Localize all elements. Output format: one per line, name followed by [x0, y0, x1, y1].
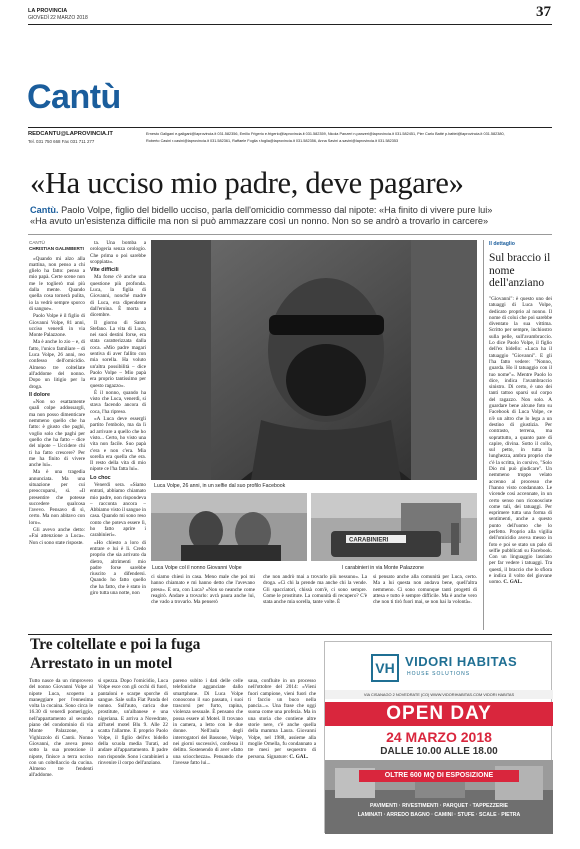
- section-rule: [28, 127, 552, 128]
- paragraph: «Non so esattamente quali colpe addossargli, ma non posso dimenticare nemmeno quello che ha fatto: è giusto che paghi, voglio solo che paghi per quello che ha fatto – dice del nipote – Uccidere chi ti ha fatto crescere? Per me ha finito di vivere anche lui».: [29, 399, 85, 469]
- redazione-phones: Tel. 031 750 668 Fax 031 711 277: [28, 139, 95, 144]
- photo-selfie-caption: Luca Volpe, 26 anni, in un selfie dal suo profilo Facebook: [154, 483, 286, 489]
- paragraph: «A Luca deve essergli partito l'embolo, ma da lì ad arrivare a quello che ho visto... Certo, ho visto una vita non facile. Suo papà c'era e non c'era. Mia sorella era quella che era. Il resto della vita di mio nipote ce l'ha fatta lui».: [90, 416, 146, 473]
- subheading-lo-choc: Lo choc: [90, 474, 111, 481]
- photo-grandfather: [151, 493, 307, 561]
- paragraph: È il nonno, quando ha visto che Luca, venerdì, si stava facendo ancora di coca, l'ha ripreso.: [90, 389, 146, 415]
- byline: CHRISTIAN GALIMBERTI: [29, 246, 84, 252]
- second-column-1: Tutto nasce da un rimprovero del nonno Giovanni Volpe al nipote Luca, scoperto a maneggiare per l'ennesima volta la cocaina. Sono circa le 16.30 di venerdì pomeriggio, nell'appartamento al secondo piano del condominio di via Monte Palazzone, a Vighizzolo di Cantù. Nonno Giovanni, che aveva preso sotto la sua protezione il nipote, finisce a terra ucciso con un coltellaccio da cucina. Almeno tre fendenti all'addome.: [29, 678, 93, 779]
- second-headline-1: Tre coltellate e poi la fuga: [30, 636, 201, 653]
- paragraph: Gli avevo anche detto: «Fai attenzione a Luca». Non ci sono state risposte.: [29, 527, 85, 546]
- summary-line-2: «Ha avuto un'esistenza difficile ma non si può ammazzare così un nonno. Non so se andrò a trovarlo in carcere»: [30, 216, 489, 226]
- article-column-2: [90, 240, 146, 597]
- second-signature: C. GAL.: [289, 753, 309, 760]
- second-column-2: si spezza. Dopo l'omicidio, Luca Volpe esce con gli occhi di fuori, pantaloni e scarpe sporche di sangue. Sale sulla Fiat Panda del nonno. Sull'auto, carica due prostitute, un'albanese e una nigeriana. E arriva a Novedrate, all'hotel motel Blu 9. Alle 22 scatta l'allarme. E proprio Paolo Volpe, il figlio dell'ex bidello della scuola media Turati, ad andare all'appartamento. Il padre non risponde. Sono i carabinieri a rinvenire il corpo dell'anziano.: [98, 678, 169, 766]
- ad-vidori-habitas[interactable]: [324, 641, 552, 833]
- story-separator: [28, 634, 552, 635]
- ad-event-hours: DALLE 10.00 ALLE 18.00: [380, 746, 498, 757]
- section-title: Cantù: [27, 78, 121, 116]
- second-column-4: [248, 678, 316, 828]
- summary-text-1: Paolo Volpe, figlio del bidello ucciso, parla dell'omicidio commesso dal nipote: «Ha finito di vivere pure lui»: [61, 205, 493, 215]
- second-headline-2: Arrestato in un motel: [30, 655, 173, 672]
- ad-brand-name: VIDORI HABITAS: [405, 654, 518, 669]
- masthead-rule: [28, 24, 552, 25]
- sidebar-divider: [483, 240, 484, 630]
- summary-rule: [28, 234, 552, 235]
- ad-logo-mark: VH: [371, 654, 399, 682]
- paper-name: LA PROVINCIA: [28, 8, 68, 14]
- paragraph: Paolo Volpe è il figlio di Giovanni Volpe, 81 anni, ucciso venerdì in via Monte Palazzone.: [29, 313, 85, 339]
- photo-grandfather-caption: Luca Volpe col il nonno Giovanni Volpe: [152, 565, 242, 571]
- ad-event-title: OPEN DAY: [325, 702, 553, 726]
- staff-line-1: Ernesto Galigani e.galigani@laprovincia.it 031.582356, Emilio Frigerio e.frigerio@laprovincia.it 031.582359, Nicola Panzeri n.panzeri@laprovincia.it 031.582451, Pier Carlo Batté p.battei@laprovincia.it 031.582380,: [146, 132, 505, 136]
- staff-line-2: Roberto Casini r.casini@laprovincia.it 031.582361, Raffaele Foglia r.foglia@laprovincia.it 031.582356, Anna Savini a.savini@laprovincia.it 031.582353: [146, 139, 399, 143]
- sidebar-headline: Sul braccio il nome dell'anziano: [489, 252, 551, 289]
- article-column-3: ci siamo chiesi in casa. Meno male che poi mi hanno chiamato e mi hanno detto che l'avevano preso». E ora, con Luca? «Non so neanche come reagirò. Andare a trovarlo: avrà paura anche lui, che vado a trovarlo. Ma penserò: [151, 574, 255, 606]
- paragraph: «Ho chiesto a loro di entrare e lui è lì. Credo proprio che sia arrivato da dietro, altrimenti mio padre forse sarebbe riuscito a difendersi. Quando ho fatto quello che ha fatto, che è stato in giro tutta una notte, non: [90, 539, 146, 597]
- kicker: CANTÙ: [29, 240, 45, 245]
- issue-date: GIOVEDÌ 22 MARZO 2018: [28, 15, 88, 21]
- page-number: 37: [536, 4, 551, 20]
- paragraph: «Quando mi alzo alla mattina, non penso a chi glielo ha fatto: penso a mio papà. Certe scene non me le toglierò mai più dalla mente. Quando quella cosa tornerà pulita, io la vedrò sempre sporco di sangue».: [29, 255, 85, 312]
- ad-info-bar: VIA CISANAGO 2 NOVEDRATE (CO) WWW.VIDORIHABITAS.COM VIDORI HABITAS: [325, 690, 553, 699]
- article-column-5: si pensato anche alla comunità per Luca, certo. Ma a lui questa non andava bene, quell'altra nemmeno. Ci sono comunque tanti progetti di attesa e tutto è sempre difficile. Ma è anche vero che non ti tirò fuori mai, se non hai la volontà».: [373, 574, 477, 606]
- second-col4-text: saua, confluite in un processo nell'ottobre del 2014: «Vieni fuori campione, vieni fuori che ti faccio un buco nella pancia...». Una frase che oggi suona come una profezia. Ma in una storia che contiene altre storie nere, c'è anche quella della mamma Laura. Giovanni Volpe, nel 1988, assieme alla moglie Ornella, fu condannato a tre mesi per sequestro di persona. Signature:: [248, 678, 316, 760]
- photo-grandfather-image: [151, 493, 307, 561]
- summary-line-1: [30, 205, 492, 215]
- main-headline: «Ha ucciso mio padre, deve pagare»: [30, 166, 464, 200]
- sidebar-signature: C. GAL.: [503, 579, 523, 586]
- photo-carabinieri: [311, 493, 477, 561]
- subheading-vite-difficili: Vite difficili: [90, 267, 119, 274]
- ad-products-1: PAVIMENTI · RIVESTIMENTI · PARQUET · TAPPEZZERIE: [370, 803, 508, 809]
- sidebar-body: "Giovanni": è questo uno dei tatuaggi di Luca Volpe, dedicato proprio al nonno. Il nome di colui che poi sarebbe diventato la sua vittima. Scritto per sempre, inchiostro sulla pelle, sull'avambraccio. Lo dice Paolo Volpe, il figlio dell'ex bidello: «Luca ha il tatuaggio "Giovanni". E gli l'ha fatto vedere: "Nonno, guarda. Ho il tatuaggio con il tuo nome"». Mentre Paolo lo dice, indica l'avambraccio sinistro. Di certo, è uno dei tanti tattoo sparsi sul corpo del ragazzo. Non solo. A guardare bene alcune foto su Facebook di Luca Volpe, ce n'è un altro che lo lega a un destino di giustizia. Per contrasto, terrena, ma soprattutto, a quanto pare di capire, divina. Sotto il collo, sul petto, in tutta la lunghezza, ambra proprio che c'è la scritta, in corsivo, "Solo Dio mi può giudicare". Un nemmeno troppo velato accenno al processo che l'hanno visto condannato. Le vicende così accennate, in un certo senso non riconosciute come tali, dei tatuaggi. Per esprimere tutta una forma di sentimenti, anche a questo punto dell'uomo che lo perfetto. Proprio alla vigilia dell'omicidio aveva messo in foto e poi se stato un palo di selfie pubblicati su Facebook. Con un linguaggio lasciato per far vedere i tatuaggi. Tra questi, il braccio che lo sfiora e indica il volto del giovane uomo.: [489, 296, 552, 586]
- paragraph: Ma è anche lo zio – e, di fatto, l'unico familiare – di Luca Volpe, 26 anni, reo confesso dell'omicidio. Almeno tre coltellate all'addome del nonno. Dopo un litigio per la droga.: [29, 339, 85, 390]
- paragraph: Ma è una tragedia annunciata. Ma una situazione per cui preoccuparsi, sì. «Il presentire che potesse succedere qualcosa l'avevo. Pensavo di sì, certo. Ma non abitavo con loro».: [29, 469, 85, 526]
- paragraph: Il giorno di Santo Stefano. La vita di Luca, nei suoi destini forse, era stata caratterizzata dalla coca. «Mio padre magari sentiva di aver fallito con mia sorella. Ha voluto un'altra possibilità – dice Paolo Volpe – Mio papà era proprio tantissimo per questo ragazzo».: [90, 319, 146, 389]
- paragraph: Ma forse c'è anche una questione più profonda. Luca, la figlia di Giovanni, nonché madre di Luca, era dipendente dall'eroina. È morta a dicembre.: [90, 274, 146, 319]
- article-column-1: [29, 240, 85, 554]
- ad-products-2: LAMINATI · ARREDO BAGNO · CAMINI · STUFE · SCALE · PIETRA: [357, 812, 521, 818]
- ad-brand-tag: HOUSE SOLUTIONS: [407, 671, 471, 677]
- summary-lead: Cantù.: [30, 205, 59, 215]
- photo-carabinieri-caption: I carabinieri in via Monte Palazzone: [342, 565, 424, 571]
- photo-carabinieri-image: [311, 493, 477, 561]
- article-column-4: che non andrò mai a trovarlo più nessuno». La droga. «Ci chi la prende ma anche chi la vende. Gli spacciatori, chissà com'è, ci sono sempre. Come le prostitute. La comunità di recupero? C'è stata anche mia sorella, tante volte. È: [263, 574, 367, 606]
- sidebar-kicker: Il dettaglio: [489, 241, 515, 247]
- redazione-email: REDCANTU@LAPROVINCIA.IT: [28, 131, 113, 137]
- second-column-3: pareno subito i dati delle celle telefoniche agganciate dallo smartphone. Di Luca Volpe conoscono il suo passato, i suoi trascorsi per furto, rapina, violenza sessuale. È pensano che possa essere al Motel. Il trovano in camera, a letto con le due donne. Nell'aula degli interrogatori del Bassone, Volpe, nei giorni successivi, confessa il delitto. Sostenendo di aver «fatto una sciocchezza». Pensando che l'avesse fatto lui...: [173, 678, 243, 766]
- carabinieri-sign: CARABINIERI: [349, 537, 389, 544]
- ad-showroom-label: OLTRE 600 MQ DI ESPOSIZIONE: [359, 770, 519, 782]
- paragraph: ta. Una bomba a orologeria senza orologio. Che prima o poi sarebbe scoppiata».: [90, 240, 146, 265]
- subheading-il-dolore: Il dolore: [29, 391, 50, 398]
- paragraph: Venerdì sera. «Siamo entrati, abbiamo chiamato mio padre, non rispondeva – racconta ancora – Abbiamo visto il sangue in casa. Quando mi sono reso conto che poteva essere lì, ho fatto aprire i carabinieri».: [90, 481, 146, 539]
- photo-selfie-image: [151, 240, 477, 480]
- sidebar-text: [489, 296, 552, 624]
- ad-event-date: 24 MARZO 2018: [386, 729, 492, 745]
- photo-selfie: [151, 240, 477, 480]
